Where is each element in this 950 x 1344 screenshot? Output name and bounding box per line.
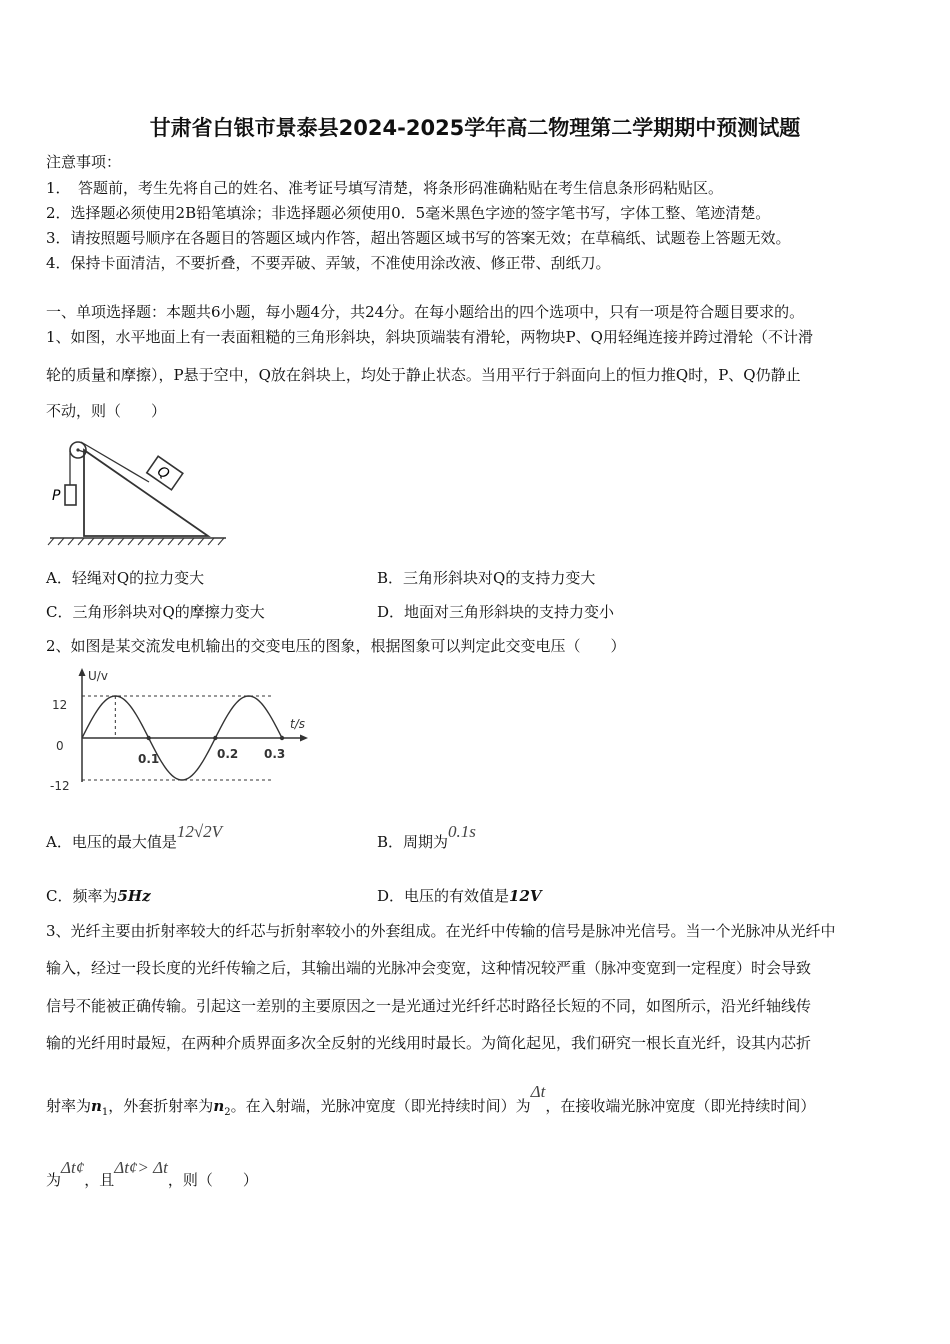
- q2-stem: 2、如图是某交流发电机输出的交变电压的图象，根据图象可以判定此交变电压（ ）: [46, 637, 626, 655]
- q3-line-2: 输入，经过一段长度的光纤传输之后，其输出端的光脉冲会变宽，这种情况较严重（脉冲变宽到一定程度）时会导致: [46, 959, 812, 977]
- notice-item-2: 2．选择题必须使用2B铅笔填涂；非选择题必须使用0．5毫米黑色字迹的签字笔书写，字体工整、笔迹清楚。: [46, 204, 771, 222]
- q2-option-a-math: 12√2V: [176, 822, 223, 841]
- y-tick-neg12: -12: [50, 779, 70, 793]
- q3-line-6: [46, 1158, 258, 1190]
- notice-item-1: 1． 答题前，考生先将自己的姓名、准考证号填写清楚，将条形码准确粘贴在考生信息条形码粘贴区。: [46, 179, 724, 197]
- y-axis-label: U/v: [88, 669, 108, 683]
- q3-line5-part-a: 射率为: [46, 1097, 92, 1115]
- y-tick-0: 0: [56, 739, 64, 753]
- y-tick-12: 12: [52, 698, 68, 712]
- q3-line-4: 输的光纤用时最短，在两种介质界面多次全反射的光线用时最长。为简化起见，我们研究一根长直光纤，设其内芯折: [46, 1034, 812, 1052]
- x-tick-0.1: 0.1: [138, 752, 160, 766]
- q2-option-b-label: B．周期为: [377, 833, 449, 851]
- n2-symbol: n: [213, 1097, 225, 1115]
- q1-option-d[interactable]: D．地面对三角形斜块的支持力变小: [377, 603, 615, 621]
- notice-heading: 注意事项：: [46, 153, 122, 171]
- n1-subscript: 1: [101, 1107, 109, 1118]
- x-tick-0.3: 0.3: [264, 747, 286, 761]
- x-tick-0.2: 0.2: [217, 747, 239, 761]
- label-q: Q: [153, 463, 173, 483]
- n2-subscript: 2: [224, 1107, 231, 1118]
- q1-option-a[interactable]: A．轻绳对Q的拉力变大: [46, 569, 205, 587]
- q1-line-2: 轮的质量和摩擦），P悬于空中，Q放在斜块上，均处于静止状态。当用平行于斜面向上的恒力推Q时，P、Q仍静止: [46, 366, 801, 384]
- section-heading: 一、单项选择题：本题共6小题，每小题4分，共24分。在每小题给出的四个选项中，只有一项是符合题目要求的。: [46, 303, 805, 321]
- dt-compare-math: Δt¢> Δt: [114, 1158, 168, 1177]
- q1-line-1: 1、如图，水平地面上有一表面粗糙的三角形斜块，斜块顶端装有滑轮，两物块P、Q用轻绳连接并跨过滑轮（不计滑: [46, 328, 813, 346]
- q2-option-a[interactable]: [46, 822, 223, 852]
- q2-voltage-chart: [46, 662, 316, 802]
- q1-line-3: 不动，则（ ）: [46, 402, 167, 420]
- q3-line6-part-c: ，则（ ）: [167, 1171, 258, 1189]
- q2-option-c-value: 5Hz: [117, 887, 151, 905]
- q3-line5-part-c: 。在入射端，光脉冲宽度（即光持续时间）为: [230, 1097, 531, 1115]
- x-tick-dot-1: [213, 736, 217, 740]
- x-tick-dot-2: [280, 736, 284, 740]
- q3-line-3: 信号不能被正确传输。引起这一差别的主要原因之一是光通过光纤纤芯时路径长短的不同，如图所示，沿光纤轴线传: [46, 997, 812, 1015]
- notice-item-4: 4．保持卡面清洁，不要折叠，不要弄破、弄皱，不准使用涂改液、修正带、刮纸刀。: [46, 254, 611, 272]
- q3-line5-part-d: ，在接收端光脉冲宽度（即光持续时间）: [545, 1097, 816, 1115]
- x-tick-dot-0: [146, 736, 150, 740]
- q3-line-5: [46, 1082, 816, 1123]
- dt-prime-math: Δt¢: [61, 1158, 85, 1177]
- q2-option-c[interactable]: [46, 886, 151, 906]
- label-p: P: [52, 488, 61, 504]
- notice-item-3: 3．请按照题号顺序在各题目的答题区域内作答，超出答题区域书写的答案无效；在草稿纸、试题卷上答题无效。: [46, 229, 791, 247]
- q3-line-1: 3、光纤主要由折射率较大的纤芯与折射率较小的外套组成。在光纤中传输的信号是脉冲光信号。当一个光脉冲从光纤中: [46, 922, 836, 940]
- q1-option-b[interactable]: B．三角形斜块对Q的支持力变大: [377, 569, 596, 587]
- q1-option-c[interactable]: C．三角形斜块对Q的摩擦力变大: [46, 603, 265, 621]
- q2-option-d[interactable]: [377, 886, 542, 906]
- q3-line6-part-a: 为: [46, 1171, 62, 1189]
- q2-option-b-math: 0.1s: [448, 822, 476, 841]
- q2-option-b[interactable]: [377, 822, 476, 852]
- n1-symbol: n: [91, 1097, 102, 1115]
- q3-line5-part-b: ，外套折射率为: [108, 1097, 214, 1115]
- q2-option-c-label: C．频率为: [46, 887, 118, 905]
- q1-incline-figure: [46, 432, 236, 547]
- q2-option-a-label: A．电压的最大值是: [46, 833, 177, 851]
- q3-line6-part-b: ，且: [84, 1171, 115, 1189]
- dt-math: Δt: [530, 1082, 546, 1101]
- q2-option-d-label: D．电压的有效值是: [377, 887, 510, 905]
- page-title: 甘肃省白银市景泰县2024-2025学年高二物理第二学期期中预测试题: [149, 116, 801, 140]
- x-axis-label: t/s: [290, 717, 305, 731]
- q2-option-d-value: 12V: [509, 887, 542, 905]
